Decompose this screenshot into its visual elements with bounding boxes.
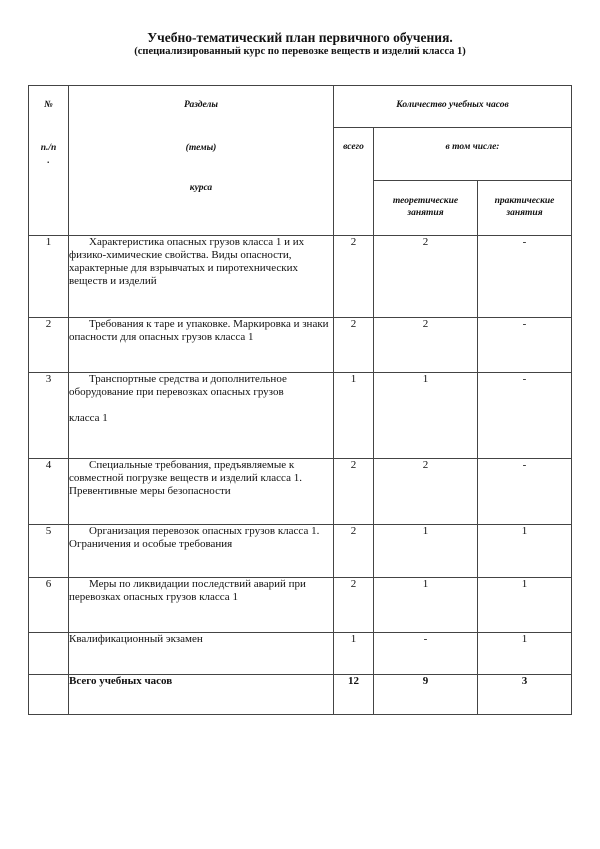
header-theory: теоретические занятия — [392, 196, 459, 218]
exam-topic: Квалификационный экзамен — [69, 633, 334, 675]
header-hours-cell — [334, 86, 572, 128]
row-topic: Меры по ликвидации последствий аварий при перевозках опасных грузов класса 1 — [69, 578, 334, 633]
row-total: 2 — [334, 578, 374, 633]
row-number: 6 — [29, 578, 69, 633]
summary-practice: 3 — [478, 675, 572, 715]
row-theory: 2 — [374, 318, 478, 373]
header-including-cell — [374, 128, 572, 181]
table-row — [29, 236, 572, 318]
row-number: 4 — [29, 459, 69, 525]
header-total: всего — [343, 142, 364, 152]
row-topic: Транспортные средства и дополнительное оборудование при перевозках опасных грузов — [69, 373, 287, 398]
table-row — [29, 459, 572, 525]
study-plan-table — [28, 85, 572, 715]
header-sections-line3: курса — [189, 183, 213, 193]
row-practice: - — [478, 373, 572, 459]
header-sections-line1: Разделы — [184, 100, 218, 110]
table-row — [29, 578, 572, 633]
row-practice: 1 — [478, 525, 572, 578]
summary-topic: Всего учебных часов — [69, 675, 334, 715]
table-row-exam — [29, 633, 572, 675]
page-subtitle: (специализированный курс по перевозке веществ и изделий класса 1) — [134, 46, 466, 57]
row-topic-cell — [69, 373, 334, 459]
row-total: 1 — [334, 373, 374, 459]
row-practice: - — [478, 459, 572, 525]
row-practice: 1 — [478, 578, 572, 633]
row-practice: - — [478, 318, 572, 373]
header-num-label: п./п — [40, 143, 57, 153]
row-theory: 1 — [374, 373, 478, 459]
header-practice-cell — [478, 181, 572, 236]
row-topic-continued: класса 1 — [69, 412, 108, 424]
row-theory: 2 — [374, 459, 478, 525]
table-row — [29, 525, 572, 578]
row-total: 2 — [334, 236, 374, 318]
header-sections-cell — [69, 86, 334, 236]
row-number: 5 — [29, 525, 69, 578]
header-practice: практические занятия — [494, 196, 555, 218]
exam-theory: - — [374, 633, 478, 675]
header-num-cell — [29, 86, 69, 236]
header-num-dot: . — [47, 156, 50, 166]
row-number: 1 — [29, 236, 69, 318]
row-practice: - — [478, 236, 572, 318]
header-num-symbol: № — [44, 100, 53, 110]
header-sections-line2: (темы) — [185, 143, 217, 153]
header-theory-cell — [374, 181, 478, 236]
summary-total: 12 — [334, 675, 374, 715]
row-total: 2 — [334, 318, 374, 373]
row-number: 3 — [29, 373, 69, 459]
exam-practice: 1 — [478, 633, 572, 675]
header-hours: Количество учебных часов — [396, 100, 509, 110]
exam-total: 1 — [334, 633, 374, 675]
table-row — [29, 373, 572, 459]
row-topic: Характеристика опасных грузов класса 1 и их физико-химические свойства. Виды опасности, характерные для взрывчатых и пиротехнических веществ и изделий — [69, 236, 334, 318]
row-topic: Организация перевозок опасных грузов класса 1. Ограничения и особые требования — [69, 525, 334, 578]
row-total: 2 — [334, 459, 374, 525]
row-topic: Специальные требования, предъявляемые к совместной погрузке веществ и изделий класса 1. Превентивные меры безопасности — [69, 459, 334, 525]
summary-number-empty — [29, 675, 69, 715]
row-theory: 1 — [374, 578, 478, 633]
table-row-summary — [29, 675, 572, 715]
header-including: в том числе: — [445, 142, 500, 152]
header-total-cell — [334, 128, 374, 236]
row-theory: 2 — [374, 236, 478, 318]
summary-theory: 9 — [374, 675, 478, 715]
exam-number-empty — [29, 633, 69, 675]
row-topic: Требования к таре и упаковке. Маркировка и знаки опасности для опасных грузов класса 1 — [69, 318, 334, 373]
page-title: Учебно-тематический план первичного обучения. — [147, 30, 453, 45]
row-total: 2 — [334, 525, 374, 578]
table-row — [29, 318, 572, 373]
row-number: 2 — [29, 318, 69, 373]
row-theory: 1 — [374, 525, 478, 578]
